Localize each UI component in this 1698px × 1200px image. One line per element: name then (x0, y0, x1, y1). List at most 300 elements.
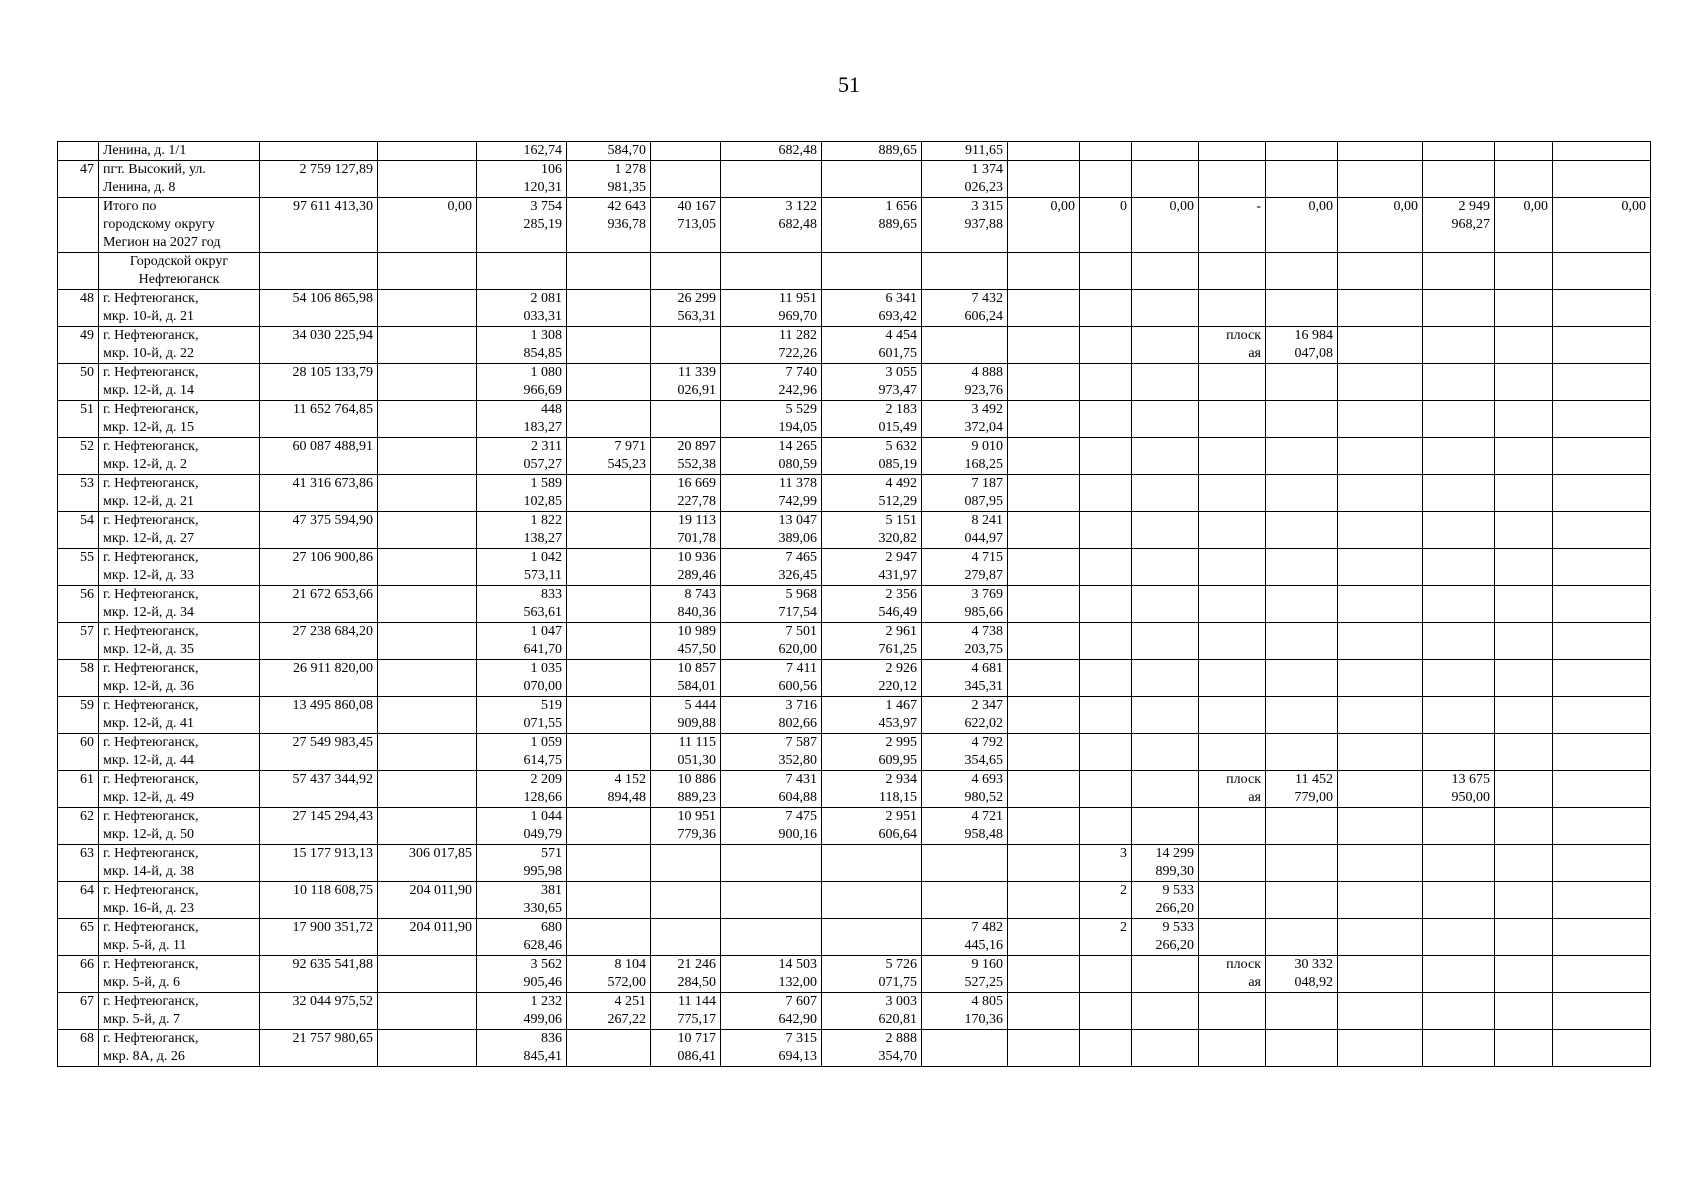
cell-roof-type (1199, 438, 1266, 475)
cell-total-cost: 34 030 225,94 (260, 327, 378, 364)
cell-cost-col-17 (1495, 586, 1553, 623)
cell-cost-col-8: 5 726 071,75 (822, 956, 922, 993)
cell-cost-col-5 (567, 845, 651, 882)
cell-cost-col-8: 6 341 693,42 (822, 290, 922, 327)
cell-address: г. Нефтеюганск, мкр. 12-й, д. 15 (99, 401, 260, 438)
cell-cost-col-8 (822, 253, 922, 290)
cell-cost-col-12 (1132, 697, 1199, 734)
cell-cost-col-14 (1266, 512, 1338, 549)
cell-cost-col-12 (1132, 512, 1199, 549)
cell-cost-col-4: 162,74 (477, 142, 567, 161)
cell-address: г. Нефтеюганск, мкр. 12-й, д. 35 (99, 623, 260, 660)
cell-roof-type (1199, 364, 1266, 401)
cell-cost-col-8: 2 356 546,49 (822, 586, 922, 623)
page-number: 51 (838, 72, 860, 97)
table-row (58, 956, 1651, 993)
cell-cost-col-6: 16 669 227,78 (651, 475, 721, 512)
cell-cost-col-9: 4 738 203,75 (922, 623, 1008, 660)
cell-cost-col-18 (1553, 253, 1651, 290)
cell-cost-col-15: 0,00 (1338, 198, 1423, 253)
cell-cost-col-11 (1080, 161, 1132, 198)
cell-row-number: 67 (58, 993, 99, 1030)
cell-cost-col-7: 7 501 620,00 (721, 623, 822, 660)
cell-cost-col-8: 3 055 973,47 (822, 364, 922, 401)
cell-cost-col-4: 1 822 138,27 (477, 512, 567, 549)
cell-cost-col-15 (1338, 327, 1423, 364)
cell-cost-col-8 (822, 882, 922, 919)
cell-cost-col-16 (1423, 586, 1495, 623)
cell-cost-col-5: 1 278 981,35 (567, 161, 651, 198)
cell-cost-col-18 (1553, 734, 1651, 771)
cell-address: Ленина, д. 1/1 (99, 142, 260, 161)
cell-row-number (58, 142, 99, 161)
cell-row-number: 54 (58, 512, 99, 549)
cell-cost-col-4: 3 562 905,46 (477, 956, 567, 993)
cell-cost-col-11: 0 (1080, 198, 1132, 253)
cell-cost-col-9: 4 721 958,48 (922, 808, 1008, 845)
cell-address: г. Нефтеюганск, мкр. 12-й, д. 49 (99, 771, 260, 808)
cell-cost-col-9: 9 160 527,25 (922, 956, 1008, 993)
cell-cost-col-16 (1423, 475, 1495, 512)
cell-roof-type (1199, 401, 1266, 438)
cell-roof-type (1199, 734, 1266, 771)
cell-total-cost: 27 238 684,20 (260, 623, 378, 660)
cell-roof-type (1199, 808, 1266, 845)
cell-cost-col-4: 2 311 057,27 (477, 438, 567, 475)
cell-cost-col-14 (1266, 993, 1338, 1030)
cell-cost-col-3 (378, 142, 477, 161)
cell-cost-col-9: 4 715 279,87 (922, 549, 1008, 586)
cell-cost-col-4 (477, 253, 567, 290)
cell-cost-col-8 (822, 845, 922, 882)
table-row (58, 623, 1651, 660)
cell-cost-col-18 (1553, 475, 1651, 512)
cell-cost-col-12 (1132, 586, 1199, 623)
table-row (58, 327, 1651, 364)
table-row (58, 882, 1651, 919)
cell-total-cost: 17 900 351,72 (260, 919, 378, 956)
cell-roof-type (1199, 845, 1266, 882)
cell-cost-col-16 (1423, 1030, 1495, 1067)
cell-cost-col-7: 14 503 132,00 (721, 956, 822, 993)
cell-cost-col-11 (1080, 808, 1132, 845)
cell-cost-col-7: 11 951 969,70 (721, 290, 822, 327)
cell-cost-col-18 (1553, 623, 1651, 660)
cell-cost-col-7: 5 968 717,54 (721, 586, 822, 623)
cell-cost-col-18 (1553, 697, 1651, 734)
cell-cost-col-9: 4 693 980,52 (922, 771, 1008, 808)
cell-cost-col-4: 836 845,41 (477, 1030, 567, 1067)
cell-cost-col-5 (567, 290, 651, 327)
cell-cost-col-10 (1008, 290, 1080, 327)
cell-cost-col-14 (1266, 290, 1338, 327)
cell-cost-col-12 (1132, 956, 1199, 993)
cell-address: г. Нефтеюганск, мкр. 12-й, д. 27 (99, 512, 260, 549)
cell-cost-col-3 (378, 327, 477, 364)
cell-cost-col-3: 0,00 (378, 198, 477, 253)
cell-cost-col-9 (922, 253, 1008, 290)
cell-cost-col-7: 3 716 802,66 (721, 697, 822, 734)
cell-cost-col-14 (1266, 549, 1338, 586)
table-row (58, 697, 1651, 734)
cell-cost-col-18 (1553, 993, 1651, 1030)
cell-cost-col-12 (1132, 290, 1199, 327)
cell-cost-col-16 (1423, 845, 1495, 882)
cell-cost-col-18 (1553, 919, 1651, 956)
cell-cost-col-11 (1080, 1030, 1132, 1067)
cell-cost-col-5: 584,70 (567, 142, 651, 161)
cell-row-number: 62 (58, 808, 99, 845)
cell-cost-col-11 (1080, 142, 1132, 161)
table-row (58, 253, 1651, 290)
cell-row-number: 47 (58, 161, 99, 198)
cell-cost-col-16 (1423, 401, 1495, 438)
cell-cost-col-8: 5 151 320,82 (822, 512, 922, 549)
table-row (58, 771, 1651, 808)
cell-cost-col-7 (721, 253, 822, 290)
cell-cost-col-5 (567, 475, 651, 512)
cell-cost-col-10 (1008, 586, 1080, 623)
cell-cost-col-17 (1495, 401, 1553, 438)
cell-total-cost: 97 611 413,30 (260, 198, 378, 253)
cell-cost-col-8: 2 888 354,70 (822, 1030, 922, 1067)
cell-address: г. Нефтеюганск, мкр. 12-й, д. 50 (99, 808, 260, 845)
cell-cost-col-7: 7 315 694,13 (721, 1030, 822, 1067)
cell-roof-type (1199, 253, 1266, 290)
cell-roof-type (1199, 919, 1266, 956)
cell-row-number (58, 198, 99, 253)
cell-cost-col-14 (1266, 401, 1338, 438)
cell-cost-col-3 (378, 401, 477, 438)
cell-cost-col-6 (651, 327, 721, 364)
cell-cost-col-15 (1338, 771, 1423, 808)
cell-cost-col-12 (1132, 438, 1199, 475)
table-row (58, 475, 1651, 512)
cell-cost-col-8: 2 183 015,49 (822, 401, 922, 438)
cell-cost-col-15 (1338, 364, 1423, 401)
cell-cost-col-15 (1338, 161, 1423, 198)
cell-address: г. Нефтеюганск, мкр. 12-й, д. 36 (99, 660, 260, 697)
cell-cost-col-3 (378, 438, 477, 475)
cell-cost-col-6 (651, 882, 721, 919)
cell-cost-col-14 (1266, 660, 1338, 697)
cell-total-cost (260, 253, 378, 290)
cell-cost-col-5 (567, 327, 651, 364)
cell-cost-col-9: 8 241 044,97 (922, 512, 1008, 549)
cell-cost-col-18 (1553, 549, 1651, 586)
cell-address: пгт. Высокий, ул. Ленина, д. 8 (99, 161, 260, 198)
cell-cost-col-12 (1132, 475, 1199, 512)
cell-cost-col-12 (1132, 993, 1199, 1030)
cell-cost-col-11 (1080, 660, 1132, 697)
table-row (58, 549, 1651, 586)
cell-cost-col-11 (1080, 475, 1132, 512)
cell-cost-col-7: 13 047 389,06 (721, 512, 822, 549)
cell-cost-col-9: 7 482 445,16 (922, 919, 1008, 956)
cell-cost-col-5: 4 251 267,22 (567, 993, 651, 1030)
cell-total-cost: 47 375 594,90 (260, 512, 378, 549)
cell-address: г. Нефтеюганск, мкр. 8А, д. 26 (99, 1030, 260, 1067)
cell-cost-col-12 (1132, 142, 1199, 161)
cell-cost-col-14 (1266, 438, 1338, 475)
cell-cost-col-3 (378, 1030, 477, 1067)
cell-cost-col-9 (922, 845, 1008, 882)
cell-roof-type (1199, 161, 1266, 198)
cell-cost-col-10 (1008, 549, 1080, 586)
cell-cost-col-3 (378, 660, 477, 697)
cell-total-cost: 21 757 980,65 (260, 1030, 378, 1067)
cell-cost-col-3 (378, 771, 477, 808)
cell-cost-col-17 (1495, 1030, 1553, 1067)
cell-cost-col-6 (651, 253, 721, 290)
cell-cost-col-10 (1008, 845, 1080, 882)
cell-cost-col-4: 3 754 285,19 (477, 198, 567, 253)
cell-cost-col-17 (1495, 290, 1553, 327)
cell-cost-col-8: 5 632 085,19 (822, 438, 922, 475)
cell-cost-col-7 (721, 882, 822, 919)
cell-cost-col-14: 16 984 047,08 (1266, 327, 1338, 364)
cell-row-number: 59 (58, 697, 99, 734)
cell-roof-type: плоск ая (1199, 327, 1266, 364)
cell-cost-col-7: 5 529 194,05 (721, 401, 822, 438)
cell-address: Итого по городскому округу Мегион на 2027 год (99, 198, 260, 253)
cell-cost-col-3 (378, 993, 477, 1030)
cell-cost-col-7: 11 282 722,26 (721, 327, 822, 364)
cell-row-number: 61 (58, 771, 99, 808)
cell-cost-col-18 (1553, 956, 1651, 993)
cell-cost-col-15 (1338, 697, 1423, 734)
cell-cost-col-16 (1423, 512, 1495, 549)
cell-cost-col-7: 7 740 242,96 (721, 364, 822, 401)
cell-cost-col-3 (378, 956, 477, 993)
cell-cost-col-11 (1080, 438, 1132, 475)
cell-cost-col-15 (1338, 734, 1423, 771)
cell-total-cost: 27 106 900,86 (260, 549, 378, 586)
cell-cost-col-3 (378, 290, 477, 327)
cell-cost-col-9: 7 432 606,24 (922, 290, 1008, 327)
cell-cost-col-6: 10 717 086,41 (651, 1030, 721, 1067)
cell-cost-col-14 (1266, 364, 1338, 401)
cell-cost-col-15 (1338, 142, 1423, 161)
cell-cost-col-4: 1 308 854,85 (477, 327, 567, 364)
cell-cost-col-3 (378, 253, 477, 290)
cell-cost-col-11 (1080, 771, 1132, 808)
cell-cost-col-5 (567, 401, 651, 438)
table-row (58, 586, 1651, 623)
cell-cost-col-8 (822, 161, 922, 198)
cell-cost-col-17 (1495, 771, 1553, 808)
cell-cost-col-3 (378, 808, 477, 845)
cell-total-cost: 11 652 764,85 (260, 401, 378, 438)
cell-cost-col-8: 1 467 453,97 (822, 697, 922, 734)
cell-cost-col-15 (1338, 919, 1423, 956)
cell-cost-col-6: 11 339 026,91 (651, 364, 721, 401)
cell-total-cost: 2 759 127,89 (260, 161, 378, 198)
cell-cost-col-9: 3 769 985,66 (922, 586, 1008, 623)
cell-cost-col-6: 10 936 289,46 (651, 549, 721, 586)
cell-cost-col-14 (1266, 734, 1338, 771)
cell-cost-col-15 (1338, 956, 1423, 993)
cell-cost-col-17 (1495, 549, 1553, 586)
cell-cost-col-8: 4 492 512,29 (822, 475, 922, 512)
cell-cost-col-10 (1008, 623, 1080, 660)
cell-cost-col-11: 2 (1080, 919, 1132, 956)
cell-cost-col-4: 1 044 049,79 (477, 808, 567, 845)
cell-cost-col-4: 1 047 641,70 (477, 623, 567, 660)
cell-total-cost: 54 106 865,98 (260, 290, 378, 327)
cell-cost-col-6: 19 113 701,78 (651, 512, 721, 549)
cell-cost-col-15 (1338, 882, 1423, 919)
cell-cost-col-16 (1423, 734, 1495, 771)
cell-cost-col-18 (1553, 438, 1651, 475)
table-row (58, 290, 1651, 327)
cell-total-cost: 13 495 860,08 (260, 697, 378, 734)
cell-total-cost: 41 316 673,86 (260, 475, 378, 512)
cell-row-number: 55 (58, 549, 99, 586)
cell-cost-col-4: 1 080 966,69 (477, 364, 567, 401)
cell-cost-col-12 (1132, 808, 1199, 845)
cell-cost-col-9: 4 805 170,36 (922, 993, 1008, 1030)
cell-cost-col-3 (378, 364, 477, 401)
cell-cost-col-12 (1132, 549, 1199, 586)
cell-address: г. Нефтеюганск, мкр. 14-й, д. 38 (99, 845, 260, 882)
cell-cost-col-5 (567, 919, 651, 956)
cell-cost-col-16 (1423, 623, 1495, 660)
cell-cost-col-17 (1495, 697, 1553, 734)
cell-cost-col-10 (1008, 327, 1080, 364)
cell-cost-col-11 (1080, 956, 1132, 993)
cell-cost-col-12: 9 533 266,20 (1132, 882, 1199, 919)
cell-cost-col-6 (651, 919, 721, 956)
cell-cost-col-5: 7 971 545,23 (567, 438, 651, 475)
cell-cost-col-7: 682,48 (721, 142, 822, 161)
cell-cost-col-17 (1495, 956, 1553, 993)
table-row (58, 198, 1651, 253)
cell-cost-col-14 (1266, 845, 1338, 882)
cell-row-number: 58 (58, 660, 99, 697)
cell-cost-col-4: 106 120,31 (477, 161, 567, 198)
cell-cost-col-4: 1 035 070,00 (477, 660, 567, 697)
cell-cost-col-16 (1423, 660, 1495, 697)
cell-cost-col-3 (378, 549, 477, 586)
cell-cost-col-16 (1423, 290, 1495, 327)
cell-cost-col-5: 42 643 936,78 (567, 198, 651, 253)
table-row (58, 845, 1651, 882)
cell-cost-col-3: 204 011,90 (378, 919, 477, 956)
cell-cost-col-14 (1266, 623, 1338, 660)
cell-cost-col-5 (567, 549, 651, 586)
cell-row-number: 64 (58, 882, 99, 919)
cell-cost-col-5 (567, 734, 651, 771)
cell-cost-col-5 (567, 512, 651, 549)
cell-row-number: 63 (58, 845, 99, 882)
cell-cost-col-9 (922, 1030, 1008, 1067)
cell-cost-col-17 (1495, 919, 1553, 956)
cell-cost-col-5 (567, 660, 651, 697)
data-table (57, 141, 1651, 1067)
cell-cost-col-15 (1338, 401, 1423, 438)
cell-cost-col-18 (1553, 290, 1651, 327)
cell-cost-col-11 (1080, 549, 1132, 586)
cell-cost-col-10 (1008, 512, 1080, 549)
cell-cost-col-3 (378, 623, 477, 660)
cell-cost-col-18: 0,00 (1553, 198, 1651, 253)
cell-cost-col-17 (1495, 845, 1553, 882)
cell-cost-col-16 (1423, 956, 1495, 993)
cell-cost-col-18 (1553, 882, 1651, 919)
cell-cost-col-3 (378, 697, 477, 734)
cell-cost-col-14: 11 452 779,00 (1266, 771, 1338, 808)
cell-total-cost: 57 437 344,92 (260, 771, 378, 808)
cell-cost-col-6: 11 115 051,30 (651, 734, 721, 771)
cell-cost-col-11 (1080, 734, 1132, 771)
cell-cost-col-10 (1008, 734, 1080, 771)
cell-total-cost: 27 549 983,45 (260, 734, 378, 771)
cell-row-number: 48 (58, 290, 99, 327)
cell-cost-col-6: 21 246 284,50 (651, 956, 721, 993)
cell-cost-col-7: 7 411 600,56 (721, 660, 822, 697)
cell-cost-col-8: 3 003 620,81 (822, 993, 922, 1030)
cell-cost-col-14 (1266, 697, 1338, 734)
cell-cost-col-5 (567, 1030, 651, 1067)
cell-cost-col-18 (1553, 327, 1651, 364)
cell-cost-col-11: 2 (1080, 882, 1132, 919)
cell-cost-col-4: 2 081 033,31 (477, 290, 567, 327)
cell-cost-col-17 (1495, 438, 1553, 475)
cell-cost-col-6: 11 144 775,17 (651, 993, 721, 1030)
cell-cost-col-8: 2 926 220,12 (822, 660, 922, 697)
cell-cost-col-11 (1080, 253, 1132, 290)
cell-cost-col-9: 4 681 345,31 (922, 660, 1008, 697)
cell-cost-col-16: 2 949 968,27 (1423, 198, 1495, 253)
cell-address: г. Нефтеюганск, мкр. 16-й, д. 23 (99, 882, 260, 919)
cell-cost-col-16 (1423, 438, 1495, 475)
cell-cost-col-15 (1338, 808, 1423, 845)
table-row (58, 512, 1651, 549)
table-body (58, 142, 1651, 1067)
table-row (58, 734, 1651, 771)
cell-cost-col-6 (651, 401, 721, 438)
cell-cost-col-15 (1338, 290, 1423, 327)
cell-cost-col-16 (1423, 882, 1495, 919)
cell-cost-col-4: 1 589 102,85 (477, 475, 567, 512)
cell-roof-type (1199, 1030, 1266, 1067)
cell-address: г. Нефтеюганск, мкр. 12-й, д. 44 (99, 734, 260, 771)
cell-cost-col-17 (1495, 327, 1553, 364)
cell-cost-col-12 (1132, 623, 1199, 660)
cell-roof-type (1199, 993, 1266, 1030)
cell-cost-col-12 (1132, 253, 1199, 290)
cell-cost-col-9: 1 374 026,23 (922, 161, 1008, 198)
cell-cost-col-14 (1266, 586, 1338, 623)
cell-cost-col-10 (1008, 253, 1080, 290)
cell-cost-col-12 (1132, 734, 1199, 771)
cell-cost-col-17 (1495, 253, 1553, 290)
cell-cost-col-6: 40 167 713,05 (651, 198, 721, 253)
cell-cost-col-15 (1338, 993, 1423, 1030)
cell-address: г. Нефтеюганск, мкр. 10-й, д. 22 (99, 327, 260, 364)
cell-roof-type (1199, 882, 1266, 919)
cell-cost-col-8: 4 454 601,75 (822, 327, 922, 364)
cell-row-number: 53 (58, 475, 99, 512)
cell-cost-col-10 (1008, 161, 1080, 198)
cell-cost-col-18 (1553, 161, 1651, 198)
cell-cost-col-4: 571 995,98 (477, 845, 567, 882)
cell-roof-type (1199, 142, 1266, 161)
cell-cost-col-18 (1553, 512, 1651, 549)
cell-cost-col-14 (1266, 1030, 1338, 1067)
cell-cost-col-6: 8 743 840,36 (651, 586, 721, 623)
